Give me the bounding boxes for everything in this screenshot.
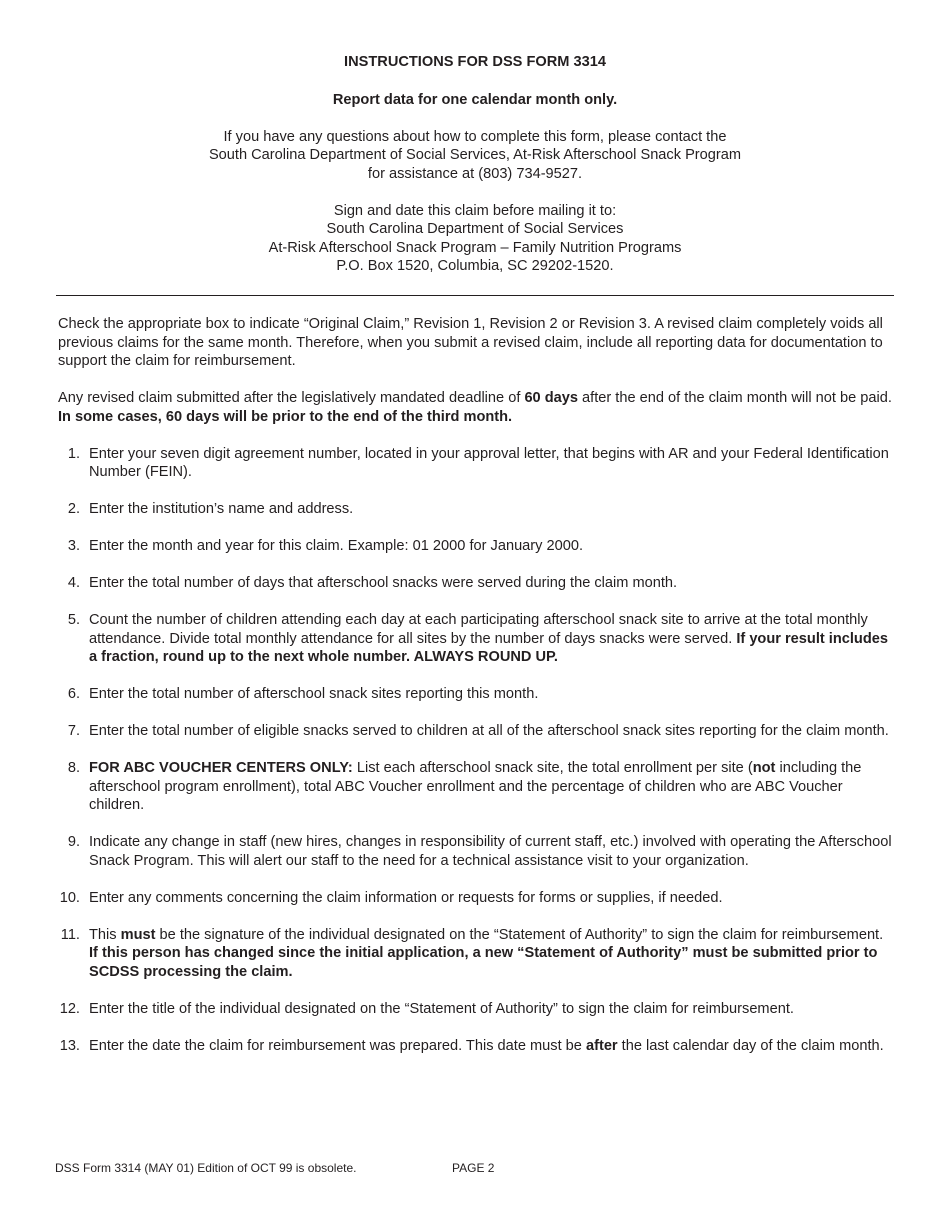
item-text: This [89,926,121,943]
instruction-item [58,889,894,908]
item-number: 12. [59,1000,80,1017]
address-line: Sign and date this claim before mailing it to: [333,202,617,219]
item-text-bold: If your result includes a fraction, round up to the next whole number. ALWAYS ROUND UP. [89,630,888,665]
item-number: 10. [59,889,80,906]
instruction-item [58,537,894,556]
item-text: Enter the total number of eligible snacks served to children at all of the afterschool snack sites reporting for the claim month. [89,723,889,739]
header-divider [56,295,894,296]
contact-line: South Carolina Department of Social Services, At-Risk Afterschool Snack Program [208,147,742,163]
mailing-address [0,202,950,276]
instructions-header [0,53,950,276]
item-number: 6. [67,686,80,702]
item-text: Enter the title of the individual designated on the “Statement of Authority” to sign the claim for reimbursement. [89,1000,794,1017]
item-text: Count the number of children attending each day at each participating afterschool snack site to arrive at the total monthly attendance. Divide total monthly attendance for all sites by the number of days snacks were served. [89,612,868,647]
item-text: Enter your seven digit agreement number, located in your approval letter, that begins with AR and your Federal Identification Number (FEIN). [89,445,889,480]
item-number: 5. [67,612,80,628]
instruction-item [58,1000,894,1019]
item-text: the last calendar day of the claim month. [617,1037,884,1054]
item-number: 9. [67,834,80,850]
document-subtitle: Report data for one calendar month only. [332,91,618,108]
deadline-note: In some cases, 60 days will be prior to the end of the third month. [58,408,513,425]
instruction-item [58,722,894,741]
item-text: including the afterschool program enrollment), total ABC Voucher enrollment and the percentage of children who are ABC Voucher children. [89,760,862,813]
item-number: 3. [67,538,80,554]
item-number: 1. [67,445,80,462]
instruction-item [58,759,894,815]
item-number: 13. [59,1037,80,1054]
page-number: PAGE 2 [452,1161,495,1175]
instruction-item [58,685,894,704]
address-line: P.O. Box 1520, Columbia, SC 29202-1520. [336,258,614,274]
document-title: INSTRUCTIONS FOR DSS FORM 3314 [344,54,606,70]
instruction-item [58,926,894,982]
deadline-paragraph [58,389,894,426]
instructions-body [58,315,894,1074]
item-text: Enter the total number of afterschool snack sites reporting this month. [89,686,539,702]
item-text: Enter the date the claim for reimbursement was prepared. This date must be [89,1037,586,1054]
instruction-item [58,574,894,593]
item-text: be the signature of the individual designated on the “Statement of Authority” to sign the claim for reimbursement. [155,926,884,943]
item-text: Indicate any change in staff (new hires, changes in responsibility of current staff, etc.) involved with operating the Afterschool Snack Program. This will alert our staff to the need for a technical assistance visit to your organization. [89,834,892,869]
contact-line: If you have any questions about how to complete this form, please contact the [223,128,727,145]
intro-paragraph: Check the appropriate box to indicate “Original Claim,” Revision 1, Revision 2 or Revision 3. A revised claim completely voids all previous claims for the same month. Therefore, when you submit a revised claim, include all reporting data for documentation to support the claim for reimbursement. [58,316,883,369]
item-text-bold: FOR ABC VOUCHER CENTERS ONLY: [89,760,353,776]
instruction-item [58,611,894,667]
item-text: Enter the total number of days that afterschool snacks were served during the claim month. [89,575,678,591]
deadline-days: 60 days [524,390,578,406]
instruction-item [58,500,894,519]
item-number: 4. [67,575,80,591]
contact-info [0,128,950,184]
address-line: At-Risk Afterschool Snack Program – Family Nutrition Programs [268,239,682,256]
item-text: Enter any comments concerning the claim information or requests for forms or supplies, if needed. [89,889,723,906]
deadline-text: Any revised claim submitted after the legislatively mandated deadline of [58,390,525,406]
form-edition: DSS Form 3314 (MAY 01) Edition of OCT 99 is obsolete. [55,1161,357,1175]
item-text: List each afterschool snack site, the total enrollment per site ( [352,760,753,776]
item-number: 11. [60,926,80,943]
item-text: Enter the institution’s name and address. [89,501,354,517]
item-number: 8. [67,760,80,776]
item-number: 2. [67,501,80,517]
address-line: South Carolina Department of Social Services [326,221,624,237]
deadline-text: after the end of the claim month will not be paid. [578,390,892,406]
instruction-item [58,833,894,870]
instruction-item [58,1037,894,1056]
instruction-list [58,445,894,1056]
item-text-bold: If this person has changed since the initial application, a new “Statement of Authority” must be submitted prior to SCDSS processing the claim. [89,945,878,980]
item-text-bold: must [120,926,156,943]
item-number: 7. [67,723,80,739]
item-text: Enter the month and year for this claim. Example: 01 2000 for January 2000. [89,538,584,554]
item-text-bold: not [752,760,776,776]
instruction-item [58,445,894,482]
item-text-bold: after [585,1037,618,1054]
contact-line: for assistance at (803) 734-9527. [367,165,583,182]
